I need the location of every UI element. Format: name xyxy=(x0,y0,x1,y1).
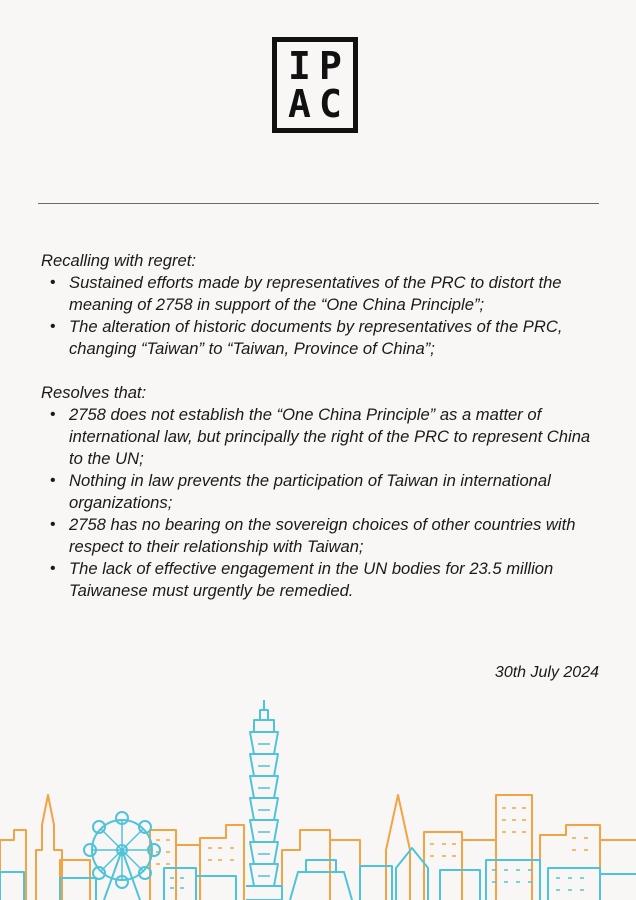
resolution-body xyxy=(41,250,601,602)
list-item: • The lack of effective engagement in the UN bodies for 23.5 million Taiwanese must urgently be remedied. xyxy=(41,558,601,602)
recalling-heading: Recalling with regret: xyxy=(41,251,196,270)
resolves-section xyxy=(41,382,601,602)
taipei-skyline-illustration xyxy=(0,700,636,900)
list-item: • 2758 does not establish the “One China Principle” as a matter of international law, but principally the right of the PRC to represent China to the UN; xyxy=(41,404,601,470)
logo-letter-c: C xyxy=(319,82,342,126)
logo-letter-p: P xyxy=(319,44,342,88)
logo-letter-a: A xyxy=(288,82,311,126)
logo-letter-i: I xyxy=(288,44,311,88)
recalling-list xyxy=(41,272,601,360)
header-divider xyxy=(38,203,599,204)
resolves-list xyxy=(41,404,601,602)
ipac-logo xyxy=(272,37,358,133)
document-date: 30th July 2024 xyxy=(494,664,599,681)
recalling-section xyxy=(41,250,601,360)
list-item: • 2758 has no bearing on the sovereign choices of other countries with respect to their relationship with Taiwan; xyxy=(41,514,601,558)
taipei-101-tower xyxy=(246,700,282,900)
list-item: • Nothing in law prevents the participation of Taiwan in international organizations; xyxy=(41,470,601,514)
resolves-heading: Resolves that: xyxy=(41,383,147,402)
list-item: • The alteration of historic documents by representatives of the PRC, changing “Taiwan” to “Taiwan, Province of China”; xyxy=(41,316,601,360)
list-item: • Sustained efforts made by representatives of the PRC to distort the meaning of 2758 in support of the “One China Principle”; xyxy=(41,272,601,316)
